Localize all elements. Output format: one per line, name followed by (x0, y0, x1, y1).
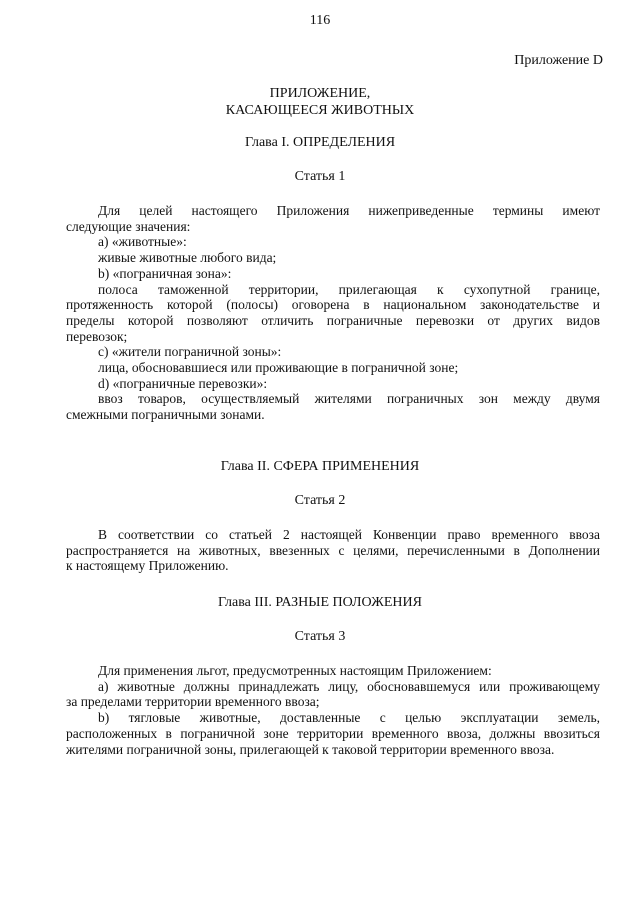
chapter3-heading: Глава III. РАЗНЫЕ ПОЛОЖЕНИЯ (218, 595, 422, 610)
article1-intro-line1: Для целей настоящего Приложения нижеприведенные термины имеют (98, 203, 600, 218)
item-a-line2: за пределами территории временного ввоза; (66, 694, 320, 710)
term-b: b) «пограничная зона»: (98, 265, 232, 281)
annex-label: Приложение D (514, 53, 603, 68)
annex-title-line2: КАСАЮЩЕЕСЯ ЖИВОТНЫХ (225, 103, 415, 118)
article3-body (66, 663, 600, 757)
term-a: a) «животные»: (98, 234, 187, 250)
definition-b-line1: полоса таможенной территории, прилегающая к сухопутной границе, (98, 281, 600, 297)
article3-heading: Статья 3 (294, 629, 346, 644)
article2-line1: В соответствии со статьей 2 настоящей Конвенции право временного ввоза (98, 527, 600, 542)
definition-c: лица, обосновавшиеся или проживающие в пограничной зоне; (98, 360, 459, 376)
term-d: d) «пограничные перевозки»: (98, 375, 268, 391)
article1-body (66, 203, 600, 423)
chapter2-heading: Глава II. СФЕРА ПРИМЕНЕНИЯ (220, 459, 420, 474)
definition-d-line2: смежными пограничными зонами. (66, 407, 265, 423)
item-b-line3: жителями пограничной зоны, прилегающей к таковой территории временного ввоза. (66, 741, 555, 757)
definition-a: живые животные любого вида; (98, 250, 277, 266)
definition-b-line2: протяженность которой (полосы) оговорена в национальном законодательстве и (66, 297, 600, 313)
article2-line2: распространяется на животных, ввезенных с целями, перечисленными в Дополнении (66, 542, 600, 558)
page-number: 116 (309, 13, 331, 28)
article1-heading: Статья 1 (294, 169, 346, 184)
definition-b-line3: пределы которой позволяют отличить пограничные перевозки от других видов (66, 312, 600, 328)
annex-title-line1: ПРИЛОЖЕНИЕ, (269, 86, 371, 101)
definition-b-line4: перевозок; (66, 328, 128, 344)
item-a-line1: a) животные должны принадлежать лицу, обосновавшемуся или проживающему (98, 678, 600, 694)
item-b-line1: b) тягловые животные, доставленные с целью эксплуатации земель, (98, 710, 600, 726)
article2-heading: Статья 2 (294, 493, 346, 508)
term-c: c) «жители пограничной зоны»: (98, 344, 282, 360)
article1-intro-line2: следующие значения: (66, 218, 191, 234)
article2-line3: к настоящему Приложению. (66, 558, 229, 574)
definition-d-line1: ввоз товаров, осуществляемый жителями пограничных зон между двумя (98, 391, 600, 407)
chapter1-heading: Глава I. ОПРЕДЕЛЕНИЯ (244, 135, 396, 150)
article2-body (66, 527, 600, 574)
item-b-line2: расположенных в пограничной зоне территории временного ввоза, должны ввозиться (66, 725, 600, 741)
annex-title (0, 85, 640, 119)
article3-intro: Для применения льгот, предусмотренных настоящим Приложением: (98, 663, 492, 678)
